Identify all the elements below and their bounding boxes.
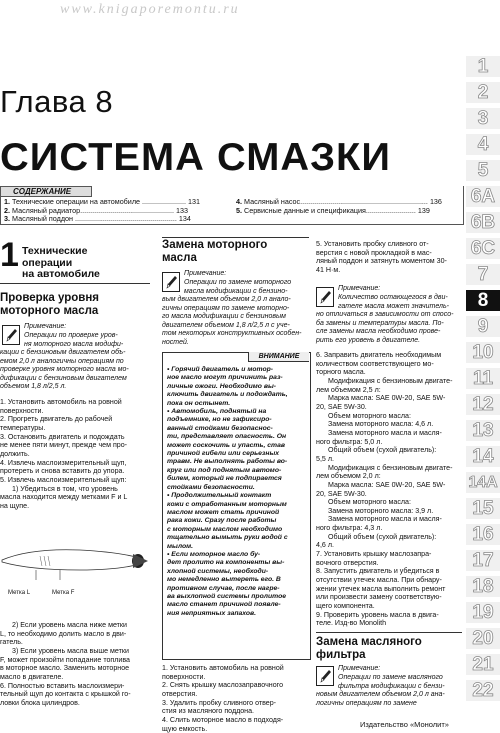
procedure-steps: 6. Заправить двигатель необходимым количеством соответствующего мо- торного масла. Модификация с бензиновым двигате- лем объемом 2,5 л: Марка масла: SAE 0W-20, SAE 5W- 20, SAE 5W-30. Объем моторного масла: Замена моторного масла: 4,6 л. Замена моторного масла и масля- ного фильтра: 5,0 л. Общий объем (сухой двигатель): 5,5 л. Модификация с бензиновым двигате- лем объемом 2,0 л: Марка масла: SAE 0W-20, SAE 5W- 20, SAE 5W-30. Объем моторного масла: Замена моторного масла: 3,9 л. Замена моторного масла и масля- ного фильтра: 4,3 л. Общий объем (сухой двигатель): 4,6 л. 7. Установить крышку маслозапра- вочного отверстия. 8. Запустить двигатель и убедиться в отсутствии утечек масла. При обнару- жении утечек масла выполнить ремонт или произвести замену соответствую- щего компонента. 9. Проверить уровень масла в двига- теле. Изд-во Monolith <box>316 351 453 628</box>
dipstick-figure <box>0 518 152 616</box>
toc-left <box>4 198 224 224</box>
toc-item[interactable]: 1. Технические операции на автомобиле ...................... 131 <box>4 197 200 206</box>
chapter-tab[interactable]: 3 <box>466 108 500 129</box>
chapter-tab[interactable]: 14 <box>466 446 500 467</box>
chapter-tab[interactable]: 12 <box>466 394 500 415</box>
chapter-tab[interactable]: 6C <box>466 238 500 259</box>
procedure-steps-top: 5. Установить пробку сливного от- верстия с новой прокладкой в мас- ляный поддон и затянуть моментом 30- 41 Н·м. <box>316 240 447 274</box>
toc-right <box>236 198 460 215</box>
note-text: Операции по проверке уров- ня моторного масла модифи- кации с бензиновым двигателем объ- емом 2,0 л аналогичны операциям по проверке уровня моторного масла мо- дификации с бензиновым двигателем объемом 1,8 л/2,5 л. <box>0 332 129 390</box>
toc-item[interactable]: 5. Сервисные данные и спецификация......................... 139 <box>236 205 430 215</box>
toc-item[interactable]: 4. Масляный насос................................................................ 136 <box>236 198 442 206</box>
chapter-tab[interactable]: 5 <box>466 160 500 181</box>
toc-item[interactable]: 2. Масляный радиатор............................................... 133 <box>4 205 188 215</box>
chapter-tab[interactable]: 10 <box>466 342 500 363</box>
toc-label: СОДЕРЖАНИЕ <box>0 186 92 197</box>
section-title-oil-change: Замена моторного масла <box>162 239 268 264</box>
chapter-heading: Глава 8 <box>0 84 114 119</box>
toc-item[interactable]: 3. Масляный поддон ................................................... 134 <box>4 214 191 223</box>
chapter-tab[interactable]: 13 <box>466 420 500 441</box>
procedure-steps: 1. Установить автомобиль на ровной поверхности. 2. Снять крышку маслозаправочного отверстия. 3. Удалить пробку сливного отвер- стия из масляного поддона. 4. Слить моторное масло в подходя- щую емкость. <box>162 664 284 733</box>
chapter-tab[interactable]: 21 <box>466 654 500 675</box>
page-title: СИСТЕМА СМАЗКИ <box>0 136 391 179</box>
warning-label: ВНИМАНИЕ <box>248 352 309 362</box>
chapter-tab[interactable]: 20 <box>466 628 500 649</box>
chapter-tab[interactable]: 6B <box>466 212 500 233</box>
chapter-tab[interactable]: 18 <box>466 576 500 597</box>
chapter-tab[interactable]: 1 <box>466 56 500 77</box>
chapter-tab[interactable]: 15 <box>466 498 500 519</box>
chapter-tab[interactable]: 11 <box>466 368 500 389</box>
procedure-steps: 1. Установить автомобиль на ровной поверхности. 2. Прогреть двигатель до рабочей температуры. 3. Остановить двигатель и подождать не менее пяти минут, прежде чем про- должить. 4. Извлечь маслоизмерительный щуп, протереть и снова вставить до упора. 5. Извлечь маслоизмерительный щуп: 1) Убедиться в том, что уровень масла находится между метками F и L на щупе. <box>0 398 128 510</box>
chapter-tab[interactable]: 4 <box>466 134 500 155</box>
section-title: Технические операции на автомобиле <box>22 245 100 280</box>
chapter-tab[interactable]: 17 <box>466 550 500 571</box>
chapter-tab[interactable]: 16 <box>466 524 500 545</box>
chapter-tab[interactable]: 22 <box>466 680 500 701</box>
section-number: 1 <box>0 236 19 274</box>
label-mark-l: Метка L <box>8 590 31 596</box>
chapter-tab[interactable]: 7 <box>466 264 500 285</box>
note-label: Примечание: <box>338 285 381 292</box>
note-text: Количество остающегося в дви- гателе масла может значитель- но отличаться в зависимости от спосо- ба замены и температуры масла. По- сле замены масла необходимо прове- рить его уровень в двигателе. <box>316 294 454 344</box>
note-label: Примечание: <box>338 665 381 672</box>
procedure-steps-2: 2) Если уровень масла ниже метки L, то необходимо долить масло в дви- гатель. 3) Если уровень масла выше метки F, может произойти попадание топлива в моторное масло. Заменить моторное масло в двигателе. 6. Полностью вставить маслоизмери- тельный щуп до контакта с крышкой го- ловки блока цилиндров. <box>0 621 131 707</box>
watermark: www.knigaporemontu.ru <box>60 2 240 17</box>
chapter-tab[interactable]: 2 <box>466 82 500 103</box>
note-text: Операции по замене моторного масла модификации с бензино- вым двигателем объемом 2,0 л анало- гичны операциям по замене моторно- го масла модификации с бензиновым двигателем объемом 1,8 л/2,5 л с уче- том некоторых конструктивных особен- ностей. <box>162 279 302 346</box>
label-mark-f: Метка F <box>52 590 75 596</box>
note-label: Примечание: <box>24 323 67 330</box>
warning-text: • Горячий двигатель и мотор- ное масло могут причинить раз- личные ожоги. Необходимо вы- ключить двигатель и подождать, пока он остынет. • Автомобиль, поднятый на подъемнике, но не зафиксиро- ванный стойками безопаснос- ти, представляет опасность. Он может соскочить и упасть, став причиной гибели или серьезных травм. Не выполнять работы во- круг или под поднятым автомо- билем, который не подпирается стойками безопасности. • Продолжительный контакт кожи с отработанным моторным маслом может стать причиной рака кожи. Сразу после работы с моторным маслом необходимо тщательно вымыть руки водой с мылом. • Если моторное масло бу- дет пролито на компоненты вы- хлопной системы, необходи- мо немедленно вытереть его. В противном случае, после нагре- ва выхлопной системы пролитое масло станет причиной появле- ния неприятных запахов. <box>167 366 288 617</box>
divider <box>162 237 309 238</box>
note-label: Примечание: <box>184 270 227 277</box>
chapter-tab[interactable]: 9 <box>466 316 500 337</box>
chapter-tab[interactable]: 6A <box>466 186 500 207</box>
note-text: Операции по замене масляного фильтра модификации с бензи- новым двигателем объемом 2,0 л ана- логичны операциям по замене <box>316 674 445 707</box>
section-title-oil-filter: Замена масляного фильтра <box>316 636 422 661</box>
chapter-tab[interactable]: 19 <box>466 602 500 623</box>
subsection-title: Проверка уровня моторного масла <box>0 292 100 317</box>
chapter-tab-active[interactable]: 8 <box>466 290 500 311</box>
divider <box>0 283 150 284</box>
publisher-footer: Издательство «Монолит» <box>360 720 449 729</box>
chapter-tab[interactable]: 14A <box>466 472 500 493</box>
divider <box>316 632 462 633</box>
